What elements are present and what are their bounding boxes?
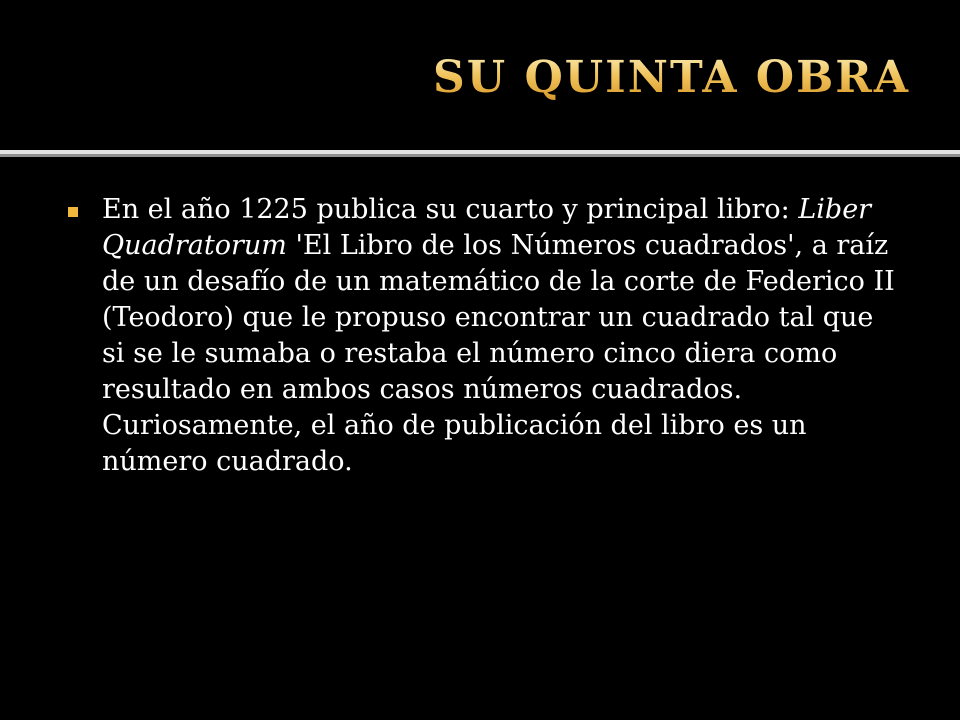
bullet-text (102, 192, 902, 480)
square-bullet-icon (68, 207, 78, 217)
bullet-text-start: En el año 1225 publica su cuarto y principal libro: (102, 194, 799, 225)
slide-title: SU QUINTA OBRA (433, 52, 910, 103)
bullet-text-end: 'El Libro de los Números cuadrados', a raíz de un desafío de un matemático de la corte de Federico II (Teodoro) que le propuso encontrar un cuadrado tal que si se le sumaba o restaba el número cinco diera como resultado en ambos casos números cuadrados. Curiosamente, el año de publicación del libro es un número cuadrado. (102, 230, 895, 477)
book-title: Liber Quadratorum (102, 194, 872, 261)
content-area (0, 157, 960, 720)
title-bar (0, 0, 960, 150)
